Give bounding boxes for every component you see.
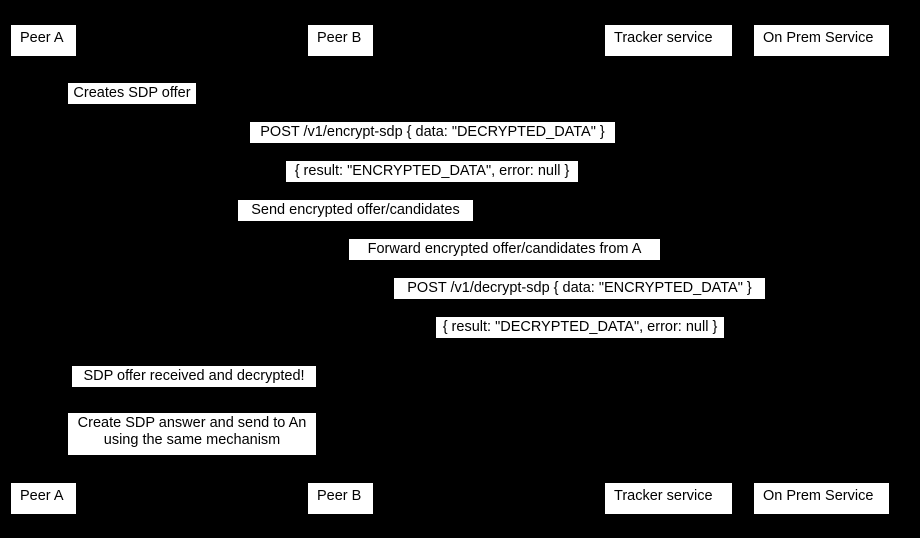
message-label-3: { result: "ENCRYPTED_DATA", error: null } (286, 161, 578, 182)
participant-bottom-tracker-service: Tracker service (604, 482, 733, 515)
participant-top-peer-a: Peer A (10, 24, 77, 57)
message-label-9: Create SDP answer and send to An using the same mechanism (68, 413, 316, 455)
participant-top-on-prem-service: On Prem Service (753, 24, 890, 57)
message-label-5: Forward encrypted offer/candidates from A (349, 239, 660, 260)
participant-bottom-on-prem-service: On Prem Service (753, 482, 890, 515)
message-label-2: POST /v1/encrypt-sdp { data: "DECRYPTED_DATA" } (250, 122, 615, 143)
participant-bottom-peer-a: Peer A (10, 482, 77, 515)
message-label-1: Creates SDP offer (68, 83, 196, 104)
message-label-7: { result: "DECRYPTED_DATA", error: null } (436, 317, 724, 338)
participant-top-peer-b: Peer B (307, 24, 374, 57)
participant-top-tracker-service: Tracker service (604, 24, 733, 57)
message-label-4: Send encrypted offer/candidates (238, 200, 473, 221)
message-label-8: SDP offer received and decrypted! (72, 366, 316, 387)
message-label-6: POST /v1/decrypt-sdp { data: "ENCRYPTED_DATA" } (394, 278, 765, 299)
participant-bottom-peer-b: Peer B (307, 482, 374, 515)
